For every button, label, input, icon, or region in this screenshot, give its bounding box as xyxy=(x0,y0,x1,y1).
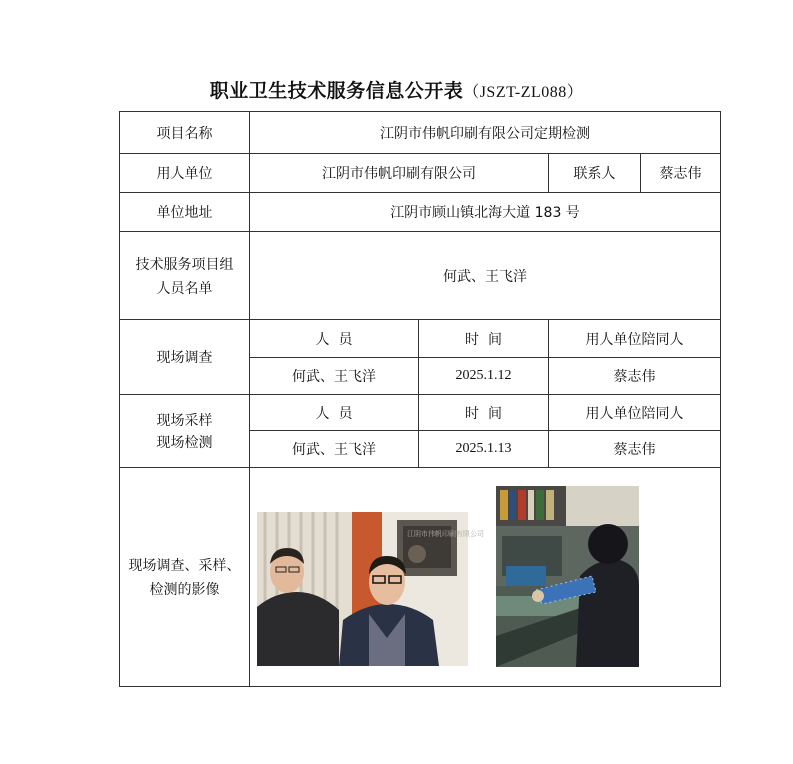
sampling-label-line2: 现场检测 xyxy=(156,435,213,451)
contact-value: 蔡志伟 xyxy=(659,166,702,182)
team-label xyxy=(120,232,250,320)
survey-label: 现场调查 xyxy=(120,320,250,395)
employer-label: 用人单位 xyxy=(120,154,250,193)
info-table xyxy=(119,111,721,687)
survey-escort: 蔡志伟 xyxy=(549,358,721,395)
team-value: 何武、王飞洋 xyxy=(250,232,721,320)
site-photo-staff xyxy=(257,512,484,666)
contact-label: 联系人 xyxy=(549,154,641,192)
sampling-escort: 蔡志伟 xyxy=(549,431,721,468)
survey-time: 2025.1.12 xyxy=(419,358,549,395)
sampling-time: 2025.1.13 xyxy=(419,431,549,468)
survey-col-staff: 人 员 xyxy=(250,320,419,358)
address-value: 江阴市顾山镇北海大道 183 号 xyxy=(250,193,721,232)
sampling-label-line1: 现场采样 xyxy=(156,413,213,429)
address-label: 单位地址 xyxy=(120,193,250,232)
row-survey-header xyxy=(120,320,721,358)
team-label-line2: 人员名单 xyxy=(156,280,213,297)
sampling-col-escort: 用人单位陪同人 xyxy=(549,395,721,431)
survey-staff: 何武、王飞洋 xyxy=(250,358,419,395)
sampling-col-staff: 人 员 xyxy=(250,395,419,431)
form-code: （JSZT-ZL088） xyxy=(463,84,584,101)
row-team xyxy=(120,232,721,320)
team-label-line1: 技术服务项目组 xyxy=(135,256,234,273)
sampling-col-time: 时 间 xyxy=(419,395,549,431)
project-name-value: 江阴市伟帆印刷有限公司定期检测 xyxy=(250,112,721,154)
row-sampling-header xyxy=(120,395,721,431)
page-title xyxy=(0,76,793,103)
images-label-line1: 现场调查、采样、 xyxy=(128,558,241,574)
survey-col-escort: 用人单位陪同人 xyxy=(549,320,721,358)
site-photo-inspection xyxy=(496,486,639,667)
row-images xyxy=(120,468,721,687)
survey-col-time: 时 间 xyxy=(419,320,549,358)
contact-cell xyxy=(549,154,721,193)
sampling-staff: 何武、王飞洋 xyxy=(250,431,419,468)
sampling-label xyxy=(120,395,250,468)
images-label-line2: 检测的影像 xyxy=(149,582,220,598)
title-text: 职业卫生技术服务信息公开表 xyxy=(209,80,464,102)
row-project-name xyxy=(120,112,721,154)
images-label xyxy=(120,468,250,687)
row-employer xyxy=(120,154,721,193)
row-address xyxy=(120,193,721,232)
employer-value: 江阴市伟帆印刷有限公司 xyxy=(250,154,549,193)
project-name-label: 项目名称 xyxy=(120,112,250,154)
company-sign-text: 江阴市伟帆印刷有限公司 xyxy=(407,530,484,538)
images-cell xyxy=(250,468,721,687)
